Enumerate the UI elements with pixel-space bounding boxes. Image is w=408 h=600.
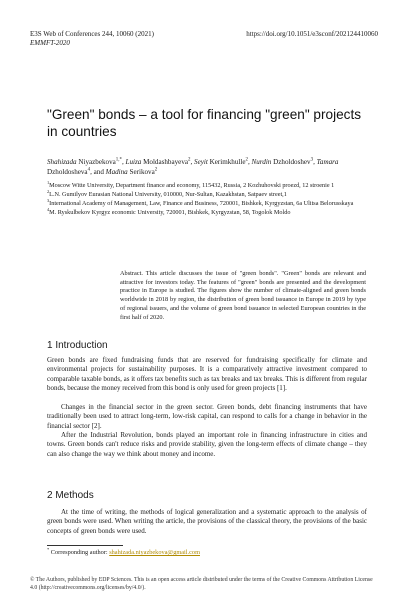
paragraph: At the time of writing, the methods of logical generalization and a systematic approach to the analysis of green bonds were used. When writing the article, the provisions of the classical theory, the provisions of the basic concepts of green bonds were used. [47,508,367,535]
footnote: * Corresponding author: shahizada.niyazbekova@gmail.com [47,546,200,556]
author: Nurdin Dzholdoshev$^3$ [251,157,314,166]
abstract-label: Abstract. [120,270,143,277]
paragraph: Changes in the financial sector in the green sector. Green bonds, debt financing instruments that have traditionally been used to attract long-term, low-risk capital, can respond to calls for a change in behavior in the financial sector [2]. [47,403,367,430]
section-heading-methods: 2 Methods [47,490,94,501]
paragraph: Green bonds are fixed fundraising funds that are reserved for fundraising specifically for climate and environmental projects for sustainability purposes. It is a comparatively attractive investment compared to comparable taxable bonds, as it offers tax benefits such as tax breaks and tax breaks. This is different from regular bonds, because the money received from this bond is only used for green projects [1]. [47,356,367,393]
section-heading-introduction: 1 Introduction [47,340,108,351]
doi-link[interactable]: https://doi.org/10.1051/e3sconf/202124410060 [246,30,378,38]
conference-name: EMMFT-2020 [30,39,70,47]
journal-citation: E3S Web of Conferences 244, 10060 (2021) [30,30,154,38]
author: Shahizada Niyazbekova$^{1,*}$ [47,157,122,166]
affiliation-list [47,181,367,217]
paragraph: After the Industrial Revolution, bonds played an important role in financing infrastructure in cities and towns. Green bonds can't reduce risks and provide stability, given the long-term effects of climate change – they can also change the way we think about money and income. [47,431,367,458]
author-list: Shahizada Niyazbekova$^{1,*}$, Luiza Moldashbayeva$^2$, Seyit Kerimkhulle$^2$, Nurdin Dzholdoshev$^3$, Tamara Dzholdosheva$^4$, and Madina Serikova$^2$ [47,157,339,176]
author: Madina Serikova$^2$ [105,167,158,176]
affiliation: $^1$Moscow Witte University, Department finance and economy, 115432, Russia, 2 Kozhuhovski proezd, 12 stroenie 1 [47,179,335,189]
abstract [120,270,366,322]
author-email-link[interactable]: shahizada.niyazbekova@gmail.com [109,549,200,556]
affiliation: $^3$International Academy of Management, Law, Finance and Business, 720001, Bishkek, Kyrgyzstan, 6a Ulitsa Belorusskaya [47,197,354,207]
author: Seyit Kerimkhulle$^2$ [194,157,248,166]
paper-title: "Green" bonds – a tool for financing "green" projects in countries [47,107,362,139]
author: Tamara Dzholdosheva$^4$ [47,158,339,176]
affiliation: $^4$M. Ryskulbekov Kyrgyz economic University, 720001, Bishkek, Kyrgyzstan, 58, Togolok Moldo [47,206,291,216]
abstract-text: This article discusses the issue of "green bonds". "Green" bonds are relevant and attractive for investors today. The features of "green" bonds are presented and the development practice in Europe is studied. The figures show the number of climate-aligned and green bonds worldwide in 2018 by region, the distribution of green bond issuance in Europe in 2019 by type of regional issuers, and the volume of green bond issuance in selected European countries in the first half of 2020. [120,270,366,321]
footnote-divider [47,545,123,546]
affiliation: $^2$L.N. Gumilyov Eurasian National University, 010000, Nur-Sultan, Kazakhstan, Satpaev street,1 [47,188,287,198]
license-footer: © The Authors, published by EDP Sciences. This is an open access article distributed under the terms of the Creative Commons Attribution License 4.0 (http://creativecommons.org/licenses/by/4.0/). [30,577,373,591]
author: Luiza Moldashbayeva$^2$ [125,157,191,166]
